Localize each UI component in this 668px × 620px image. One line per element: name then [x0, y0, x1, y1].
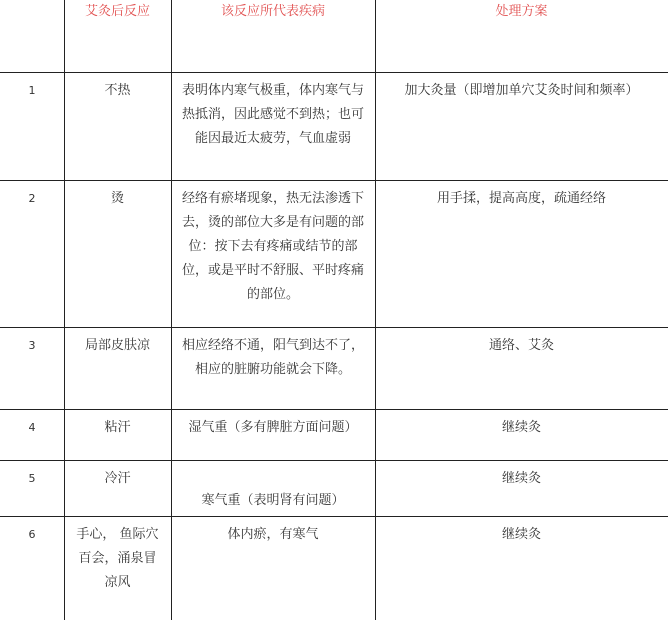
- header-plan: 处理方案: [495, 4, 548, 19]
- column-divider: [64, 0, 65, 620]
- table-row: [0, 73, 668, 181]
- row-index: 1: [28, 84, 36, 97]
- row-plan: 通络、艾灸: [488, 338, 554, 353]
- row-reaction: 烫: [110, 191, 124, 206]
- row-reaction: 局部皮肤凉: [84, 338, 150, 353]
- row-reaction: 粘汗: [104, 420, 131, 435]
- table-row: [0, 328, 668, 410]
- row-reaction: 冷汗: [104, 471, 131, 486]
- table-row: [0, 461, 668, 517]
- table-row: [0, 181, 668, 328]
- row-disease: 相应经络不通，阳气到达不了，相应的脏腑功能就会下降。: [181, 338, 364, 377]
- row-disease: 寒气重（表明肾有问题）: [201, 493, 345, 508]
- header-reaction: 艾灸后反应: [84, 4, 150, 19]
- row-disease: 湿气重（多有脾脏方面问题）: [188, 420, 358, 435]
- row-plan: 继续灸: [501, 471, 541, 486]
- row-disease: 体内瘀，有寒气: [227, 527, 319, 542]
- row-plan: 继续灸: [501, 527, 541, 542]
- column-divider: [171, 0, 172, 620]
- header-disease: 该反应所代表疾病: [220, 4, 325, 19]
- row-index: 4: [28, 421, 36, 434]
- row-index: 3: [28, 339, 36, 352]
- table-row: [0, 517, 668, 620]
- row-reaction: 手心， 鱼际穴百会，涌泉冒凉风: [76, 527, 159, 590]
- table-header-row: [0, 0, 668, 73]
- table-row: [0, 410, 668, 461]
- row-plan: 加大灸量（即增加单穴艾灸时间和频率）: [404, 83, 639, 98]
- row-reaction: 不热: [104, 83, 131, 98]
- row-plan: 用手揉，提高高度，疏通经络: [436, 191, 606, 206]
- row-plan: 继续灸: [501, 420, 541, 435]
- row-disease: 经络有瘀堵现象，热无法渗透下去，烫的部位大多是有问题的部位：按下去有疼痛或结节的部位，或是平时不舒服、平时疼痛的部位。: [181, 191, 364, 302]
- row-disease: 表明体内寒气极重，体内寒气与热抵消，因此感觉不到热；也可能因最近太疲劳，气血虚弱: [181, 83, 364, 146]
- column-divider: [375, 0, 376, 620]
- row-index: 6: [28, 528, 36, 541]
- row-index: 2: [28, 192, 36, 205]
- row-index: 5: [28, 472, 36, 485]
